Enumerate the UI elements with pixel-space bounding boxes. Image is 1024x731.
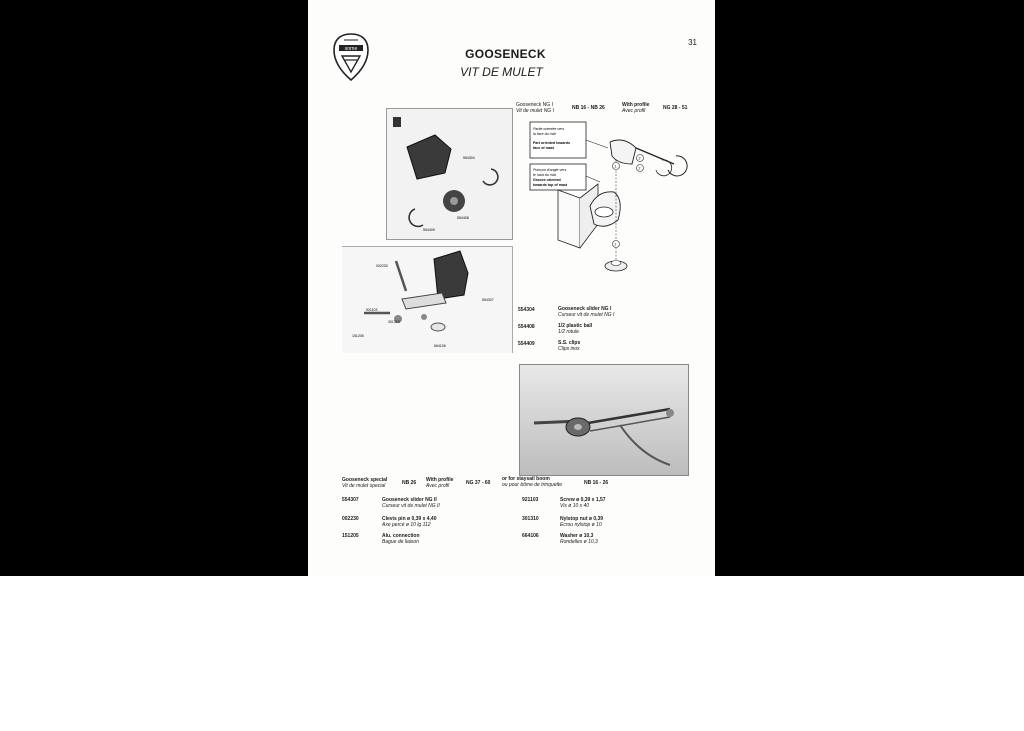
ng1-nb: NB 16 - NB 26 (572, 105, 605, 111)
svg-text:664106: 664106 (434, 344, 446, 348)
svg-text:Partie orientée vers: Partie orientée vers (533, 127, 565, 131)
ng1-ng: NG 28 - 51 (663, 105, 688, 111)
svg-text:face of mast: face of mast (533, 146, 554, 150)
special-part-ref: 301310 (522, 516, 539, 522)
special-part-fr: Bague de liaison (382, 539, 419, 545)
special-name-fr: Vit de mulet special (342, 483, 386, 489)
assembly-diagram (528, 120, 688, 280)
svg-text:Part oriented towards: Part oriented towards (533, 141, 570, 145)
ng1-profile-fr: Avec profil (622, 108, 646, 114)
ng1-part-ref: 554304 (518, 307, 535, 313)
page-subtitle: VIT DE MULET (460, 65, 543, 79)
document-page (308, 0, 715, 576)
callout-box-b (530, 164, 586, 190)
ng1-part-ref: 554409 (518, 341, 535, 347)
svg-text:002230: 002230 (376, 264, 388, 268)
svg-text:towards top of mast: towards top of mast (533, 183, 568, 187)
special-profile-fr: Avec profil (426, 483, 450, 489)
staysail-fr: ou pour bôme de trinquette (502, 482, 563, 488)
svg-text:le haut du mât: le haut du mât (533, 173, 556, 177)
ng1-name-fr: Vit de mulet NG I (516, 108, 554, 114)
ng1-part-fr: Curseur vit de mulet NG I (558, 312, 615, 318)
special-part-fr: Rondelles ø 10,3 (560, 539, 598, 545)
svg-text:2: 2 (638, 166, 641, 171)
ng1-parts-drawing (387, 109, 512, 239)
ng1-part-ref: 554408 (518, 324, 535, 330)
parts-photo-special (342, 246, 513, 353)
page-number: 31 (688, 38, 697, 47)
special-part-en: Washer ø 10,3 (560, 533, 594, 539)
special-part-ref: 151205 (342, 533, 359, 539)
special-part-fr: Axe percé ø 10 lg 112 (382, 522, 431, 528)
special-profile-en: With profile (426, 477, 454, 483)
page-title: GOOSENECK (465, 47, 546, 61)
special-part-en: Alu. connection (382, 533, 420, 539)
special-part-ref: 921103 (522, 497, 539, 503)
svg-text:Groove oriented: Groove oriented (533, 178, 561, 182)
gooseneck-assembly-photo (519, 364, 689, 476)
svg-text:554408: 554408 (457, 216, 469, 220)
special-parts-drawing (342, 247, 512, 353)
svg-text:1: 1 (614, 242, 617, 247)
special-part-en: Nylstop nut ø 0,39 (560, 516, 604, 522)
svg-text:554307: 554307 (482, 298, 494, 302)
ng1-part-en: S.S. clips (558, 340, 581, 346)
ng1-part-en: 1/2 plastic ball (558, 323, 593, 329)
special-part-fr: Vis ø 10 x 40 (560, 503, 590, 509)
special-part-en: Gooseneck slider NG II (382, 497, 437, 503)
special-nb: NB 26 (402, 480, 417, 486)
parts-photo-ng1 (386, 108, 513, 240)
special-part-en: Clevis pin ø 0,39 x 4,40 (382, 516, 437, 522)
svg-text:554304: 554304 (463, 156, 475, 160)
svg-text:2: 2 (638, 156, 641, 161)
ng1-name-en: Gooseneck NG I (516, 102, 553, 108)
svg-text:sorne: sorne (344, 45, 358, 52)
callout-box-a (530, 122, 586, 158)
special-part-ref: 002230 (342, 516, 359, 522)
staysail-nb: NB 16 - 26 (584, 480, 609, 486)
svg-text:554409: 554409 (423, 228, 435, 232)
ng1-part-fr: 1/2 rotule (558, 329, 579, 335)
special-part-fr: Curseur vit de mulet NG II (382, 503, 440, 509)
ng1-profile-en: With profile (622, 102, 650, 108)
svg-text:921103: 921103 (366, 308, 378, 312)
svg-text:1: 1 (614, 164, 617, 169)
special-part-ref: 664106 (522, 533, 539, 539)
svg-text:la face du mât: la face du mât (533, 132, 556, 136)
special-ng: NG 37 - 60 (466, 480, 491, 486)
staysail-en: or for staysail boom (502, 476, 550, 482)
svg-text:301310: 301310 (388, 320, 400, 324)
special-part-fr: Ecrou nylstop ø 10 (560, 522, 602, 528)
svg-text:151205: 151205 (352, 334, 364, 338)
special-name-en: Gooseneck special (342, 477, 388, 483)
svg-text:Poinçon d'angle vers: Poinçon d'angle vers (533, 168, 567, 172)
assembly-photo-drawing (520, 365, 688, 475)
ng1-part-en: Gooseneck slider NG I (558, 306, 612, 312)
ng1-part-fr: Clips inox (558, 346, 580, 352)
special-part-ref: 554307 (342, 497, 359, 503)
special-part-en: Screw ø 0,39 x 1,57 (560, 497, 606, 503)
